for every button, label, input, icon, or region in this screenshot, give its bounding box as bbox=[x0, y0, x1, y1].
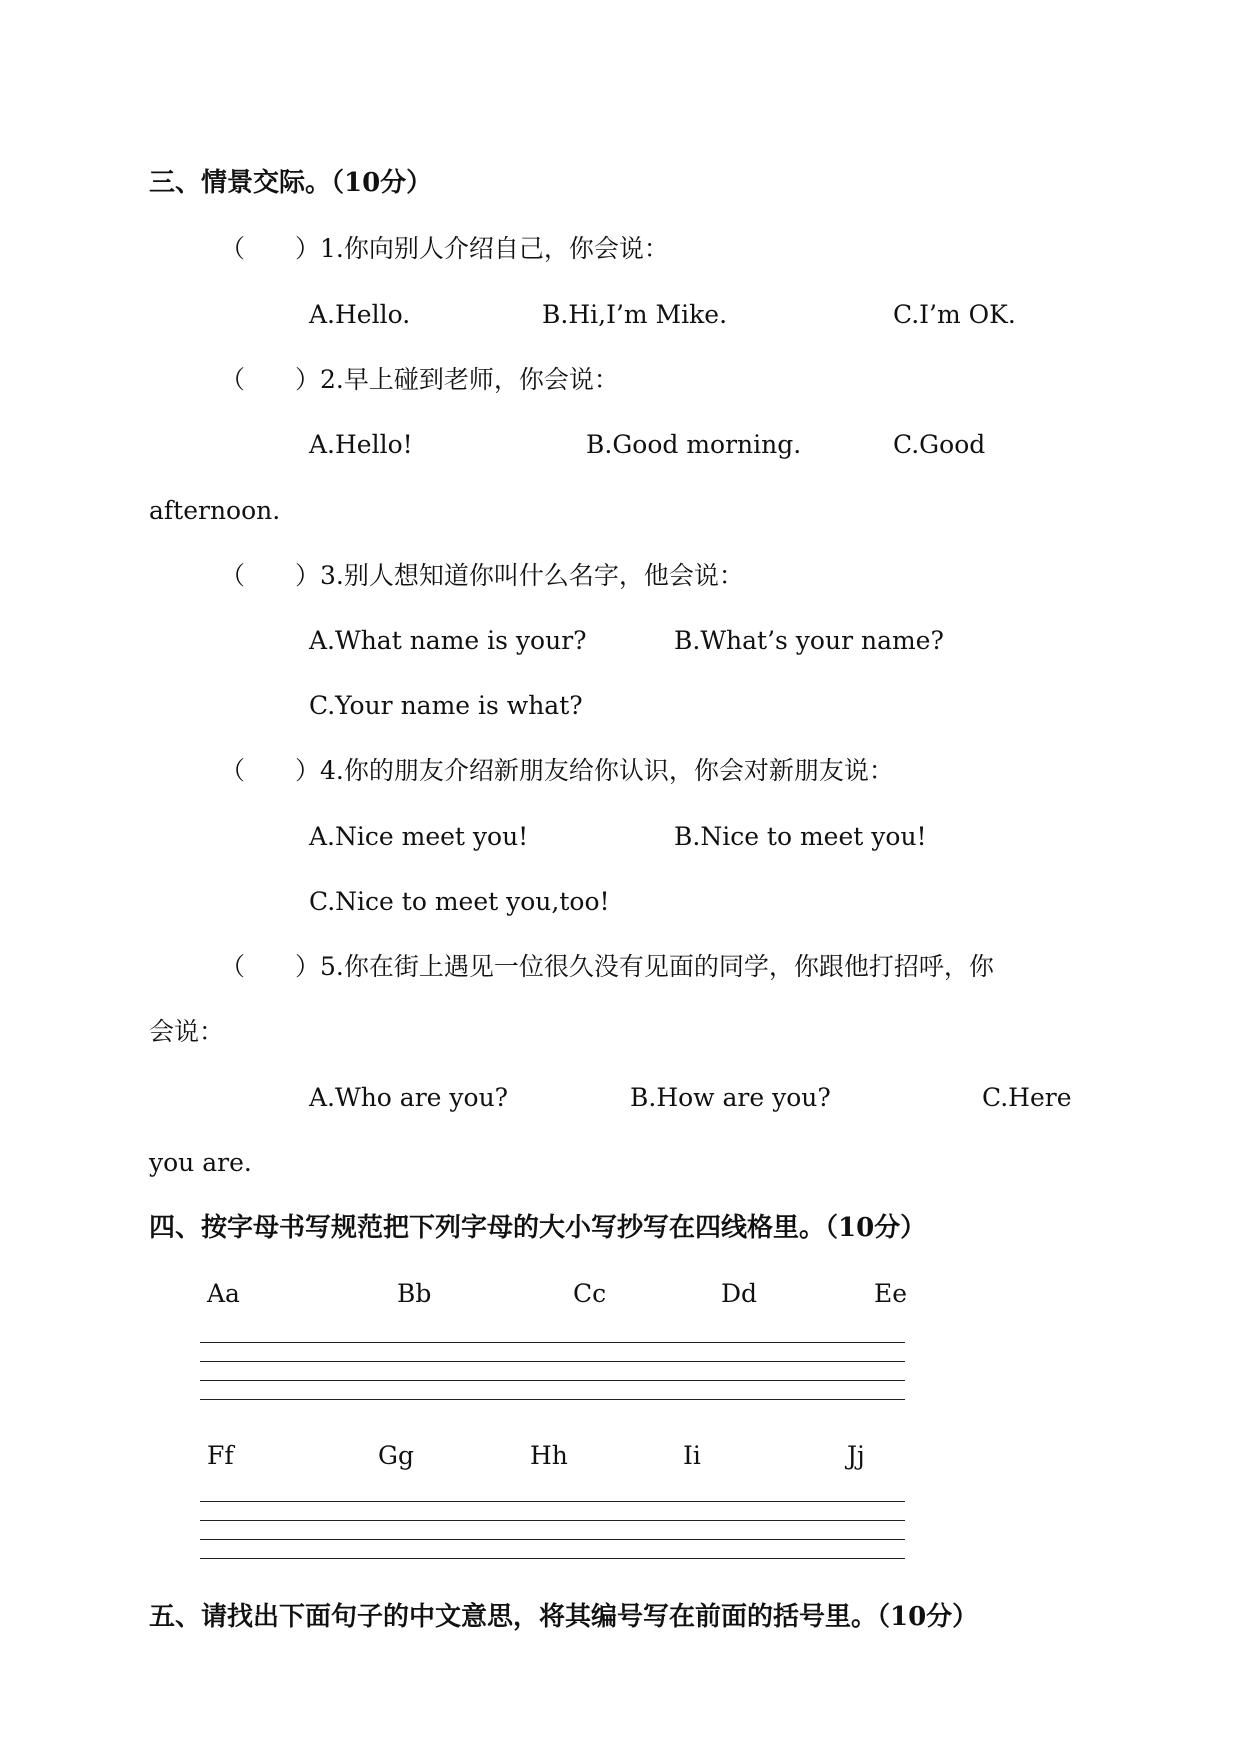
q5-option-b: B.How are you? bbox=[630, 1083, 831, 1112]
q2-option-a: A.Hello! bbox=[309, 430, 413, 459]
grid-line bbox=[200, 1558, 905, 1559]
section3-heading: 三、情景交际。（10分） bbox=[149, 168, 433, 198]
q1-option-a: A.Hello. bbox=[309, 300, 411, 329]
section5-heading: 五、请找出下面句子的中文意思，将其编号写在前面的括号里。（10分） bbox=[149, 1602, 979, 1632]
letter-pair: Ii bbox=[683, 1441, 701, 1470]
q5-stem-continued: 会说： bbox=[149, 1017, 225, 1046]
q4-option-b: B.Nice to meet you! bbox=[674, 822, 927, 851]
q4-option-a: A.Nice meet you! bbox=[309, 822, 529, 851]
grid-line bbox=[200, 1361, 905, 1362]
q4-stem: （ ）4.你的朋友介绍新朋友给你认识，你会对新朋友说： bbox=[220, 756, 894, 785]
letter-pair: Cc bbox=[573, 1279, 607, 1308]
q4-option-c: C.Nice to meet you,too! bbox=[309, 887, 610, 916]
q2-option-b: B.Good morning. bbox=[586, 430, 802, 459]
letter-pair: Ff bbox=[207, 1441, 234, 1470]
q3-option-a: A.What name is your? bbox=[309, 626, 587, 655]
q1-option-c: C.I’m OK. bbox=[893, 300, 1016, 329]
q5-option-c-continued: you are. bbox=[149, 1148, 252, 1177]
grid-line bbox=[200, 1342, 905, 1343]
q5-option-c: C.Here bbox=[982, 1083, 1072, 1112]
letter-pair: Aa bbox=[207, 1279, 240, 1308]
q1-option-b: B.Hi,I’m Mike. bbox=[542, 300, 728, 329]
q2-stem: （ ）2.早上碰到老师，你会说： bbox=[220, 365, 619, 394]
letter-pair: Ee bbox=[874, 1279, 908, 1308]
grid-line bbox=[200, 1501, 905, 1502]
q2-option-c-continued: afternoon. bbox=[149, 496, 281, 525]
q2-option-c: C.Good bbox=[893, 430, 986, 459]
grid-line bbox=[200, 1399, 905, 1400]
q3-stem: （ ）3.别人想知道你叫什么名字，他会说： bbox=[220, 561, 744, 590]
grid-line bbox=[200, 1520, 905, 1521]
grid-line bbox=[200, 1380, 905, 1381]
letter-pair: Hh bbox=[530, 1441, 568, 1470]
letter-pair: Gg bbox=[378, 1441, 414, 1470]
section4-heading: 四、按字母书写规范把下列字母的大小写抄写在四线格里。（10分） bbox=[149, 1213, 927, 1243]
letter-pair: Bb bbox=[397, 1279, 432, 1308]
q3-option-c: C.Your name is what? bbox=[309, 691, 583, 720]
q5-option-a: A.Who are you? bbox=[309, 1083, 509, 1112]
grid-line bbox=[200, 1539, 905, 1540]
letter-pair: Dd bbox=[721, 1279, 758, 1308]
q1-stem: （ ）1.你向别人介绍自己，你会说： bbox=[220, 234, 669, 263]
q3-option-b: B.What’s your name? bbox=[674, 626, 944, 655]
q5-stem: （ ）5.你在街上遇见一位很久没有见面的同学，你跟他打招呼，你 bbox=[220, 952, 994, 981]
letter-pair: Jj bbox=[847, 1441, 865, 1470]
